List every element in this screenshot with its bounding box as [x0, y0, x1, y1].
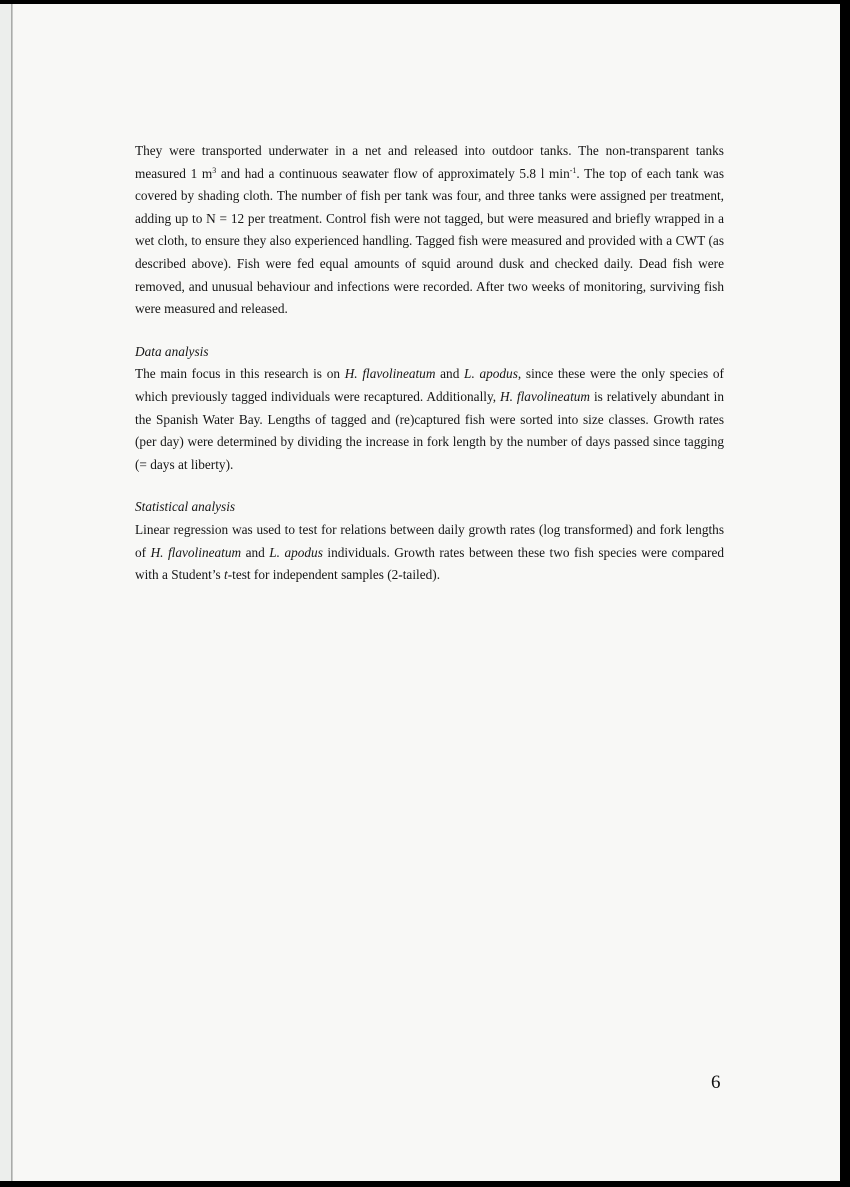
- text: They were transported underwater in a net and released into outdoor tanks. The non-transparent tanks measured 1 m: [135, 143, 724, 181]
- paragraph-methods: [135, 140, 724, 321]
- body-text: [135, 140, 724, 587]
- species-name: H. flavolineatum: [344, 366, 436, 382]
- superscript: -1: [569, 165, 577, 175]
- species-name: L. apodus: [464, 366, 518, 382]
- species-name: H. flavolineatum: [500, 388, 591, 404]
- text: is relatively abundant in the Spanish Water Bay. Lengths of tagged and (re)captured fish were sorted into size classes. Growth rates (per day) were determined by dividing the increase in fork length by the number of days passed since tagging (= days at liberty).: [135, 388, 724, 472]
- species-name: L. apodus: [269, 544, 323, 560]
- document-page: [0, 4, 840, 1181]
- page-spine: [11, 4, 13, 1181]
- text: . The top of each tank was covered by shading cloth. The number of fish per tank was four, and three tanks were assigned per treatment, adding up to N = 12 per treatment. Control fish were not tagged, but were measured and briefly wrapped in a wet cloth, to ensure they also experienced handling. Tagged fish were measured and provided with a CWT (as described above). Fish were fed equal amounts of squid around dusk and checked daily. Dead fish were removed, and unusual behaviour and infections were recorded. After two weeks of monitoring, surviving fish were measured and released.: [135, 165, 724, 317]
- species-name: H. flavolineatum: [150, 544, 242, 560]
- text: Linear regression was used to test for relations between daily growth rates (log transformed) and fork lengths of: [135, 521, 724, 560]
- section-heading-data-analysis: Data analysis: [135, 343, 209, 359]
- page-number: 6: [711, 1072, 721, 1093]
- paragraph-data-analysis: [135, 363, 724, 476]
- section-heading-statistical-analysis: Statistical analysis: [135, 499, 236, 515]
- superscript: 3: [212, 165, 217, 175]
- text: The main focus in this research is on: [135, 366, 345, 382]
- text: and had a continuous seawater flow of approximately 5.8 l min: [216, 165, 570, 181]
- text: and: [435, 366, 465, 382]
- paragraph-statistical-analysis: [135, 519, 724, 587]
- text: t: [224, 567, 228, 583]
- text: and: [241, 544, 270, 560]
- text: , since these were the only species of which previously tagged individuals were recaptured. Additionally,: [135, 366, 724, 404]
- text: individuals. Growth rates between these two fish species were compared with a Student’s: [135, 544, 724, 583]
- text: -test for independent samples (2-tailed).: [227, 567, 441, 583]
